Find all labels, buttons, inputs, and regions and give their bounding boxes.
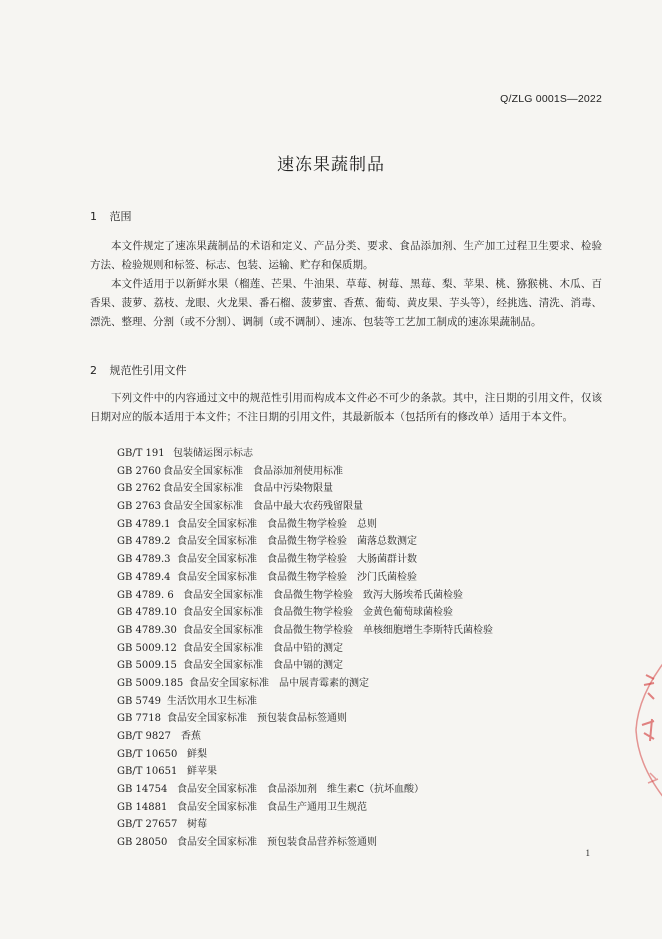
seal-ring-icon [628, 655, 662, 805]
reference-title: 食品安全国家标准 食品微生物学检验 菌落总数测定 [177, 536, 417, 548]
reference-item [117, 516, 493, 534]
reference-code: GB 5009.185 [117, 677, 184, 689]
reference-item [117, 799, 493, 817]
reference-title: 食品安全国家标准 食品微生物学检验 致泻大肠埃希氏菌检验 [183, 589, 463, 601]
reference-title: 食品安全国家标准 食品中镉的测定 [183, 660, 343, 672]
reference-item [117, 498, 493, 516]
reference-item [117, 533, 493, 551]
reference-code: GB 5009.12 [117, 642, 177, 654]
section-number: 1 [90, 210, 97, 223]
reference-code: GB 5749 [117, 695, 161, 707]
reference-code: GB 2763 [117, 501, 161, 513]
reference-item [117, 816, 493, 834]
reference-item [117, 834, 493, 852]
reference-code: GB 28050 [117, 837, 168, 849]
references-intro-paragraph: 下列文件中的内容通过文中的规范性引用而构成本文件必不可少的条款。其中，注日期的引用文件，仅该日期对应的版本适用于本文件；不注日期的引用文件，其最新版本（包括所有的修改单）适用于本文件。 [90, 392, 602, 423]
page-number: 1 [585, 848, 590, 858]
reference-title: 包装储运图示标志 [173, 448, 253, 459]
reference-code: GB 4789.3 [117, 554, 171, 566]
reference-code: GB/T 191 [117, 448, 165, 459]
reference-code: GB 5009.15 [117, 660, 177, 672]
reference-item [117, 587, 493, 605]
section-heading-scope [90, 208, 132, 224]
reference-code: GB/T 27657 [117, 819, 178, 831]
reference-title: 食品安全国家标准 食品生产通用卫生规范 [177, 801, 367, 813]
reference-title: 食品安全国家标准 食品微生物学检验 金黄色葡萄球菌检验 [183, 607, 453, 619]
reference-code: GB/T 9827 [117, 731, 172, 742]
reference-item [117, 728, 493, 746]
reference-title: 生活饮用水卫生标准 [167, 695, 257, 707]
reference-title: 香蕉 [181, 731, 201, 742]
reference-item [117, 569, 493, 587]
reference-code: GB/T 10650 [117, 748, 178, 760]
reference-code: GB 4789.30 [117, 624, 177, 636]
reference-title: 树莓 [187, 819, 207, 831]
reference-code: GB 14754 [117, 784, 168, 796]
reference-title: 食品安全国家标准 食品中铅的测定 [183, 642, 343, 654]
reference-code: GB 2760 [117, 465, 161, 477]
reference-item [117, 746, 493, 764]
reference-title: 食品安全国家标准 食品中污染物限量 [163, 483, 333, 495]
section-title: 规范性引用文件 [109, 364, 187, 377]
reference-title: 鲜苹果 [187, 766, 217, 778]
reference-item [117, 657, 493, 675]
reference-item [117, 763, 493, 781]
section-title: 范围 [109, 210, 132, 223]
red-seal-stamp [628, 655, 662, 805]
reference-code: GB 7718 [117, 713, 161, 725]
reference-title: 食品安全国家标准 食品微生物学检验 沙门氏菌检验 [177, 571, 417, 583]
reference-item [117, 551, 493, 569]
reference-item [117, 480, 493, 498]
reference-item [117, 710, 493, 728]
reference-title: 食品安全国家标准 食品微生物学检验 大肠菌群计数 [177, 554, 417, 566]
reference-code: GB 4789.10 [117, 607, 177, 619]
reference-item [117, 604, 493, 622]
reference-item [117, 693, 493, 711]
document-title: 速冻果蔬制品 [277, 155, 385, 175]
reference-code: GB 4789.4 [117, 571, 171, 583]
section-heading-normative-references [90, 362, 187, 378]
reference-title: 食品安全国家标准 预包装食品营养标签通则 [177, 837, 377, 849]
reference-code: GB 4789. 6 [117, 589, 174, 601]
reference-list [117, 445, 493, 852]
reference-item [117, 622, 493, 640]
section-number: 2 [90, 364, 97, 377]
scope-paragraph-1: 本文件规定了速冻果蔬制品的术语和定义、产品分类、要求、食品添加剂、生产加工过程卫生要求、检验方法、检验规则和标签、标志、包装、运输、贮存和保质期。 [90, 240, 602, 271]
reference-item [117, 445, 493, 463]
reference-title: 食品安全国家标准 品中展青霉素的测定 [189, 677, 369, 689]
reference-title: 食品安全国家标准 食品添加剂使用标准 [163, 465, 343, 477]
reference-title: 食品安全国家标准 食品中最大农药残留限量 [163, 501, 363, 513]
reference-item [117, 781, 493, 799]
reference-item [117, 463, 493, 481]
document-code: Q/ZLG 0001S—2022 [500, 93, 602, 105]
reference-item [117, 640, 493, 658]
reference-item [117, 675, 493, 693]
reference-code: GB 4789.2 [117, 536, 171, 548]
reference-code: GB/T 10651 [117, 766, 178, 778]
scope-paragraph-2: 本文件适用于以新鲜水果（榴莲、芒果、牛油果、草莓、树莓、黑莓、梨、苹果、桃、猕猴桃、木瓜、百香果、菠萝、荔枝、龙眼、火龙果、番石榴、菠萝蜜、香蕉、葡萄、黄皮果、芋头等），经挑选、清洗、消毒、漂洗、整理、分割（或不分割）、调制（或不调制）、速冻、包装等工艺加工制成的速冻果蔬制品。 [90, 278, 602, 328]
reference-code: GB 14881 [117, 801, 168, 813]
reference-title: 食品安全国家标准 食品微生物学检验 总则 [177, 518, 377, 530]
reference-title: 食品安全国家标准 食品微生物学检验 单核细胞增生李斯特氏菌检验 [183, 624, 493, 636]
reference-title: 鲜梨 [187, 748, 207, 760]
reference-code: GB 2762 [117, 483, 161, 495]
reference-title: 食品安全国家标准 食品添加剂 维生素C（抗坏血酸） [177, 784, 424, 796]
reference-title: 食品安全国家标准 预包装食品标签通则 [167, 713, 347, 725]
reference-code: GB 4789.1 [117, 518, 171, 530]
